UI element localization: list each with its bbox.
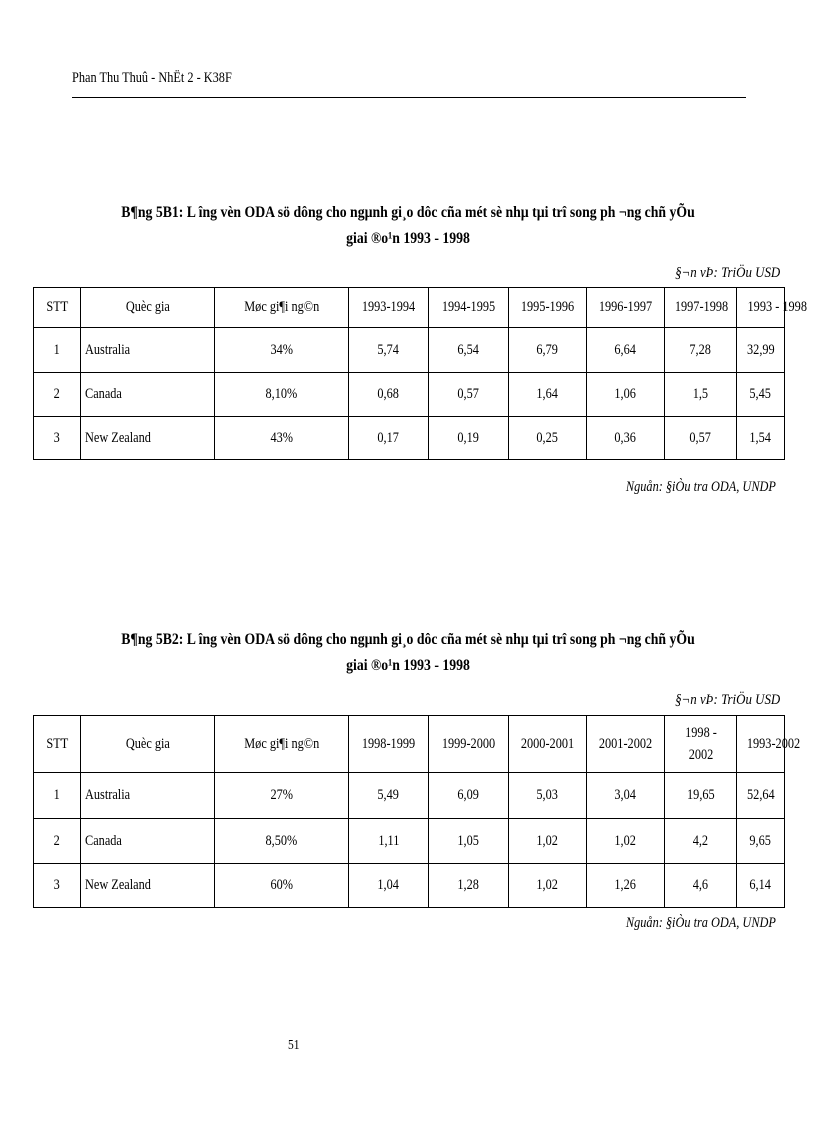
- cell-total: 9,65: [737, 819, 785, 864]
- cell-total: 6,14: [737, 864, 785, 908]
- table1-unit: §¬n vÞ: TriÖu USD: [674, 265, 780, 281]
- table1-col-header: 1996-1997: [587, 288, 665, 328]
- table2-col-header: 2001-2002: [587, 716, 665, 773]
- table2-col-header: 1993-2002: [737, 716, 785, 773]
- table2-source: Nguån: §iÒu tra ODA, UNDP: [626, 915, 776, 931]
- table1-title-line2: giai ®o¹n 1993 - 1998: [346, 230, 470, 247]
- cell-value: 0,36: [587, 417, 665, 460]
- table2-unit: §¬n vÞ: TriÖu USD: [674, 692, 780, 708]
- cell-value: 1,02: [509, 819, 587, 864]
- table-row: [34, 373, 785, 417]
- cell-value: 1,5: [665, 373, 737, 417]
- table1-col-header: STT: [34, 288, 81, 328]
- table2: [33, 715, 801, 908]
- page-header: Phan Thu Thuû - NhËt 2 - K38F: [72, 70, 232, 86]
- table1-col-header: 1994-1995: [429, 288, 509, 328]
- table2-col-header: Møc gi¶i ng©n: [215, 716, 349, 773]
- cell-value: 5,74: [349, 328, 429, 373]
- cell-country: New Zealand: [81, 417, 215, 460]
- cell-value: 1,02: [587, 819, 665, 864]
- table1: [33, 287, 807, 460]
- cell-value: 6,79: [509, 328, 587, 373]
- cell-value: 1,28: [429, 864, 509, 908]
- cell-value: 1,06: [587, 373, 665, 417]
- cell-country: New Zealand: [81, 864, 215, 908]
- table1-title-line1: B¶ng 5B1: L îng vèn ODA sö dông cho ngµnh gi¸o dôc cña mét sè nhµ tµi trî song ph ¬ng chñ yÕu: [121, 204, 695, 221]
- cell-disbursement: 8,50%: [215, 819, 349, 864]
- cell-value: 1,64: [509, 373, 587, 417]
- cell-disbursement: 27%: [215, 773, 349, 819]
- cell-total: 32,99: [737, 328, 785, 373]
- cell-value: 1,11: [349, 819, 429, 864]
- cell-total: 52,64: [737, 773, 785, 819]
- cell-value: 6,54: [429, 328, 509, 373]
- cell-stt: 3: [34, 864, 81, 908]
- table2-col-header: 1998-1999: [349, 716, 429, 773]
- table1-col-header: 1993 - 1998: [737, 288, 785, 328]
- table2-title-line2: giai ®o¹n 1993 - 1998: [346, 657, 470, 674]
- cell-total: 5,45: [737, 373, 785, 417]
- cell-disbursement: 8,10%: [215, 373, 349, 417]
- cell-country: Canada: [81, 819, 215, 864]
- cell-country: Australia: [81, 328, 215, 373]
- cell-stt: 1: [34, 773, 81, 819]
- cell-total: 1,54: [737, 417, 785, 460]
- table2-col-header: 1999-2000: [429, 716, 509, 773]
- table-row: [34, 819, 785, 864]
- cell-value: 3,04: [587, 773, 665, 819]
- table-row: [34, 864, 785, 908]
- cell-disbursement: 43%: [215, 417, 349, 460]
- cell-disbursement: 60%: [215, 864, 349, 908]
- cell-disbursement: 34%: [215, 328, 349, 373]
- table-row: [34, 328, 785, 373]
- cell-value: 1,26: [587, 864, 665, 908]
- cell-stt: 3: [34, 417, 81, 460]
- cell-value: 0,57: [665, 417, 737, 460]
- cell-stt: 2: [34, 819, 81, 864]
- cell-value: 1,02: [509, 864, 587, 908]
- table2-col-header: 1998 - 2002: [665, 716, 737, 773]
- cell-value: 4,6: [665, 864, 737, 908]
- table1-source: Nguån: §iÒu tra ODA, UNDP: [626, 479, 776, 495]
- table2-title-line1: B¶ng 5B2: L îng vèn ODA sö dông cho ngµnh gi¸o dôc cña mét sè nhµ tµi trî song ph ¬ng chñ yÕu: [121, 631, 695, 648]
- table1-col-header: Møc gi¶i ng©n: [215, 288, 349, 328]
- cell-value: 1,05: [429, 819, 509, 864]
- table1-header-row: [34, 288, 785, 328]
- cell-value: 5,03: [509, 773, 587, 819]
- table1-col-header: 1997-1998: [665, 288, 737, 328]
- cell-value: 0,19: [429, 417, 509, 460]
- page-number: 51: [288, 1038, 300, 1053]
- table1-col-header: 1993-1994: [349, 288, 429, 328]
- table1-title: [40, 200, 776, 252]
- table1-col-header: 1995-1996: [509, 288, 587, 328]
- table2-col-header: Quèc gia: [81, 716, 215, 773]
- cell-value: 0,17: [349, 417, 429, 460]
- cell-value: 19,65: [665, 773, 737, 819]
- cell-value: 1,04: [349, 864, 429, 908]
- cell-value: 4,2: [665, 819, 737, 864]
- table2-title: [40, 627, 776, 679]
- table-row: [34, 773, 785, 819]
- cell-stt: 2: [34, 373, 81, 417]
- table1-col-header: Quèc gia: [81, 288, 215, 328]
- table2-col-header: 2000-2001: [509, 716, 587, 773]
- cell-stt: 1: [34, 328, 81, 373]
- table2-header-row: [34, 716, 785, 773]
- cell-value: 0,25: [509, 417, 587, 460]
- cell-value: 7,28: [665, 328, 737, 373]
- table-row: [34, 417, 785, 460]
- table2-col-header: STT: [34, 716, 81, 773]
- cell-country: Australia: [81, 773, 215, 819]
- cell-country: Canada: [81, 373, 215, 417]
- cell-value: 0,57: [429, 373, 509, 417]
- cell-value: 0,68: [349, 373, 429, 417]
- cell-value: 5,49: [349, 773, 429, 819]
- header-divider: [72, 97, 746, 98]
- cell-value: 6,64: [587, 328, 665, 373]
- cell-value: 6,09: [429, 773, 509, 819]
